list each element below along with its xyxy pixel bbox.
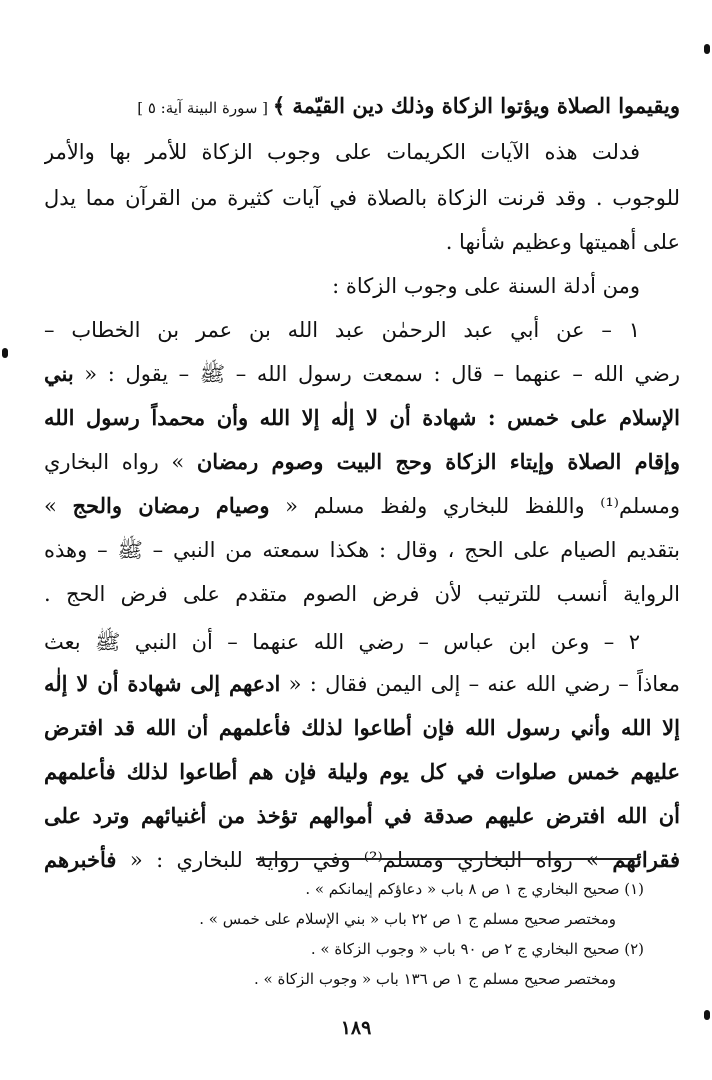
text-span: بتقديم الصيام على الحج ، وقال : هكذا سمعته من النبي – ﷺ – وهذه <box>44 538 680 562</box>
text-line <box>44 796 680 836</box>
text-line <box>44 222 680 262</box>
text-span: الرواية أنسب للترتيب لأن فرض الصوم متقدم على فرض الحج . <box>44 582 680 606</box>
page-number: ١٨٩ <box>340 1017 372 1039</box>
footnote: (١) صحيح البخاري ج ١ ص ٨ باب « دعاؤكم إيمانكم » . <box>305 880 644 898</box>
text-span: للوجوب . وقد قرنت الزكاة بالصلاة في آيات كثيرة من القرآن مما يدل <box>44 186 680 210</box>
text-line <box>44 86 680 128</box>
text-line <box>44 442 680 482</box>
text-span: » رواه البخاري <box>44 450 197 474</box>
text-span: ومن أدلة السنة على وجوب الزكاة : <box>332 274 640 298</box>
bold-text: ادعهم إلى شهادة أن لا إلٰه <box>44 671 281 696</box>
text-line <box>44 486 680 526</box>
text-line <box>44 398 680 438</box>
margin-mark-right-bottom <box>704 1010 710 1020</box>
text-span: [ سورة البينة آية: ٥ ] <box>137 99 273 117</box>
bold-text: وصيام رمضان والحج <box>72 493 270 518</box>
bold-text: فأخبرهم <box>44 847 117 872</box>
text-span: على أهميتها وعظيم شأنها . <box>445 230 680 254</box>
text-line <box>44 708 680 748</box>
footnote: (٢) صحيح البخاري ج ٢ ص ٩٠ باب « وجوب الزكاة » . <box>310 940 644 958</box>
text-line <box>44 354 680 394</box>
text-span: رضي الله – عنهما – قال : سمعت رسول الله – ﷺ – يقول : « <box>73 362 680 386</box>
bold-text: فقرائهم <box>612 847 680 872</box>
bold-text: عليهم خمس صلوات في كل يوم وليلة فإن هم أطاعوا لذلك فأعلمهم <box>44 759 680 784</box>
text-line <box>44 752 680 792</box>
bold-text: أن الله افترض عليهم صدقة في أموالهم تؤخذ من أغنيائهم وترد على <box>44 803 680 828</box>
text-line <box>44 574 680 614</box>
text-span: » رواه البخاري ومسلم⁽²⁾ وفي رواية للبخاري : « <box>116 848 613 872</box>
text-span: فدلت هذه الآيات الكريمات على وجوب الزكاة للأمر بها والأمر <box>44 140 640 164</box>
footnote: ومختصر صحيح مسلم ج ١ ص ١٣٦ باب « وجوب الزكاة » . <box>253 970 616 988</box>
bold-text: بني <box>44 361 74 386</box>
footnote: ومختصر صحيح مسلم ج ١ ص ٢٢ باب « بني الإسلام على خمس » . <box>199 910 616 928</box>
text-line <box>44 530 680 570</box>
text-line <box>44 266 640 306</box>
text-line <box>44 178 680 218</box>
footnote-divider <box>256 858 640 860</box>
text-span: ٢ – وعن ابن عباس – رضي الله عنهما – أن النبي ﷺ بعث <box>44 630 640 654</box>
margin-mark-right-top <box>704 44 710 54</box>
margin-mark-left <box>2 348 8 358</box>
bold-text: وإقام الصلاة وإيتاء الزكاة وحج البيت وصوم رمضان <box>196 449 680 474</box>
bold-text: ويقيموا الصلاة ويؤتوا الزكاة وذلك دين القيّمة ﴾ <box>272 93 680 118</box>
text-line <box>44 622 640 662</box>
bold-text: الإسلام على خمس : شهادة أن لا إلٰه إلا الله وأن محمداً رسول الله <box>44 405 680 430</box>
text-span: معاذاً – رضي الله عنه – إلى اليمن فقال : « <box>280 672 680 696</box>
text-line <box>44 310 640 350</box>
text-span: ومسلم⁽¹⁾ واللفظ للبخاري ولفظ مسلم « <box>269 494 680 518</box>
text-line <box>44 664 680 704</box>
bold-text: إلا الله وأني رسول الله فإن أطاعوا لذلك فأعلمهم أن الله قد افترض <box>44 715 680 740</box>
text-span: ١ – عن أبي عبد الرحمٰن عبد الله بن عمر بن الخطاب – <box>44 318 640 342</box>
text-span: » <box>44 494 73 518</box>
text-line <box>44 132 640 172</box>
